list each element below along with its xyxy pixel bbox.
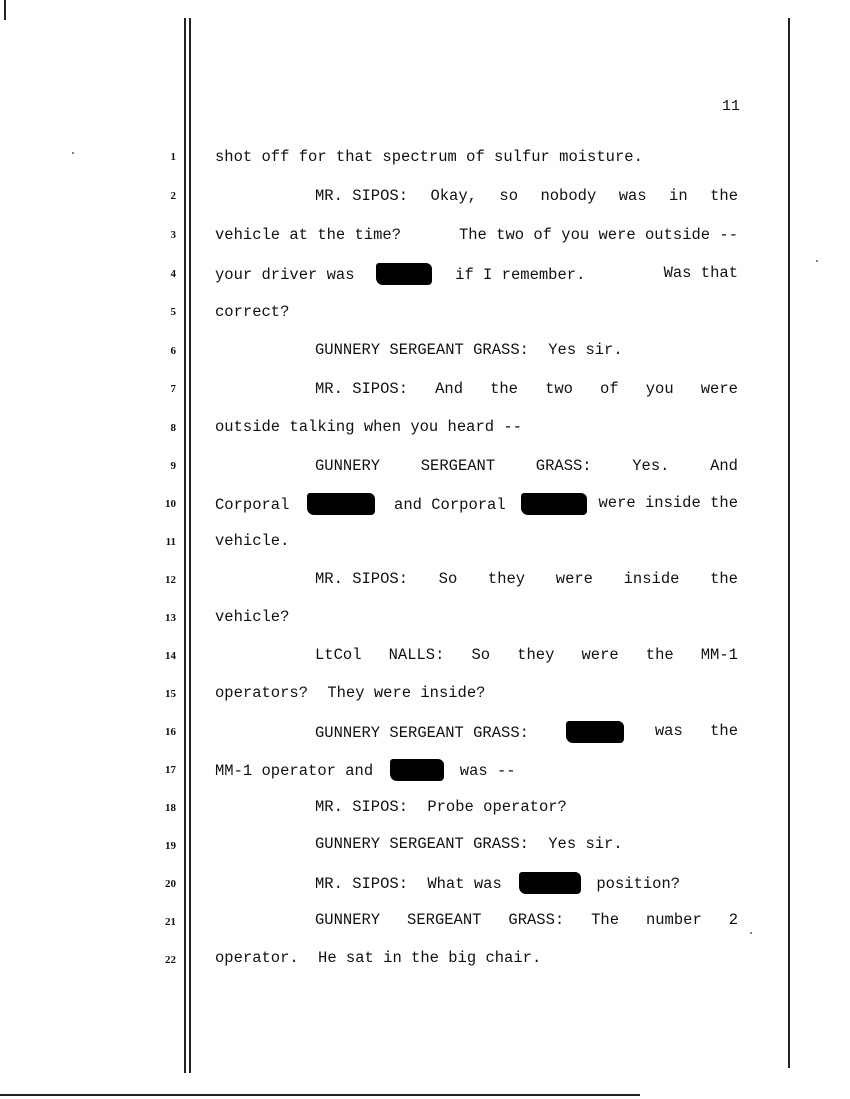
- line-text-segment: the: [710, 722, 738, 740]
- speaker-label: GUNNERY SERGEANT GRASS:: [315, 341, 529, 359]
- transcript-line: [215, 759, 738, 781]
- transcript-line: [215, 302, 738, 322]
- transcript-line: [215, 186, 738, 206]
- transcript-line: [215, 948, 738, 968]
- speaker-label: MR. SIPOS:: [315, 187, 409, 205]
- line-number: 19: [165, 840, 176, 852]
- line-text-segment: What was: [427, 875, 502, 893]
- line-text-segment: outside talking when you heard --: [215, 418, 522, 436]
- transcript-line: [215, 683, 738, 703]
- line-text-segment: inside: [623, 570, 680, 588]
- line-number: 3: [170, 229, 176, 241]
- line-text-segment: He sat in the big chair.: [318, 949, 542, 967]
- line-number: 14: [165, 650, 176, 662]
- speaker-label: GUNNERY: [315, 911, 381, 929]
- line-text-segment: vehicle.: [215, 532, 290, 550]
- line-number: 13: [165, 612, 176, 624]
- line-text-segment: 2: [728, 911, 738, 929]
- speaker-label: MR. SIPOS:: [315, 570, 409, 588]
- line-text-segment: So: [471, 646, 491, 664]
- line-text-segment: So: [438, 570, 458, 588]
- line-text-segment: And: [435, 380, 463, 398]
- transcript-line: [215, 607, 738, 627]
- line-text-segment: Probe operator?: [427, 798, 567, 816]
- redaction-mark: [307, 493, 375, 515]
- line-text-segment: operators?: [215, 684, 309, 702]
- line-number: 10: [165, 498, 176, 510]
- line-number: 4: [170, 268, 176, 280]
- line-text-segment: so: [499, 187, 519, 205]
- line-number: 18: [165, 802, 176, 814]
- line-number: 9: [170, 460, 176, 472]
- line-number: 2: [170, 190, 176, 202]
- transcript-line: [315, 569, 738, 589]
- line-text-segment: your driver was: [215, 266, 355, 284]
- transcript-line: [215, 263, 738, 285]
- line-text-segment: was --: [459, 762, 516, 780]
- line-text-segment: the: [645, 646, 674, 664]
- transcript-line: [315, 645, 738, 665]
- transcript-line: [215, 493, 738, 515]
- line-number: 8: [170, 422, 176, 434]
- line-text-segment: the: [710, 187, 738, 205]
- line-text-segment: correct?: [215, 303, 290, 321]
- speaker-label: SERGEANT: [407, 911, 482, 929]
- bottom-rule: [0, 1094, 640, 1096]
- line-text-segment: was: [618, 187, 647, 205]
- speaker-label: NALLS:: [388, 646, 445, 664]
- transcript-line: [315, 340, 738, 360]
- speaker-label: GRASS:: [508, 911, 565, 929]
- line-text-segment: Yes sir.: [548, 341, 623, 359]
- line-number: 6: [170, 345, 176, 357]
- line-text-segment: were: [555, 570, 593, 588]
- line-text-segment: you: [645, 380, 674, 398]
- transcript-line: [315, 797, 738, 817]
- speck: [72, 152, 74, 154]
- line-text-segment: position?: [596, 875, 681, 893]
- speaker-label: GRASS:: [535, 457, 592, 475]
- speck: [816, 260, 818, 262]
- speaker-label: GUNNERY: [315, 457, 381, 475]
- line-text-segment: Corporal: [215, 496, 290, 514]
- line-text-segment: and Corporal: [394, 496, 506, 514]
- line-text-segment: they: [517, 646, 555, 664]
- line-text-segment: Was that: [663, 264, 738, 282]
- line-number: 11: [165, 536, 176, 548]
- line-text-segment: shot off for that spectrum of sulfur moisture.: [215, 148, 643, 166]
- line-text-segment: of: [600, 380, 619, 398]
- line-text-segment: MM-1 operator and: [215, 762, 374, 780]
- speaker-label: GUNNERY SERGEANT GRASS:: [315, 835, 529, 853]
- line-text-segment: vehicle?: [215, 608, 290, 626]
- speaker-label: MR. SIPOS:: [315, 875, 409, 893]
- line-text-segment: were: [581, 646, 619, 664]
- speaker-label: SERGEANT: [420, 457, 496, 475]
- line-number: 5: [170, 306, 176, 318]
- line-text-segment: two: [545, 380, 573, 398]
- transcript-line: [315, 872, 738, 894]
- line-text-segment: They were inside?: [327, 684, 486, 702]
- line-text-segment: The two of you were outside --: [458, 226, 738, 244]
- line-text-segment: the: [710, 570, 738, 588]
- line-text-segment: was: [654, 722, 683, 740]
- transcript-line: [215, 531, 738, 551]
- speaker-label: GUNNERY SERGEANT GRASS:: [315, 724, 529, 742]
- line-number: 22: [165, 954, 176, 966]
- line-text-segment: were: [700, 380, 738, 398]
- line-text-segment: Yes sir.: [548, 835, 623, 853]
- line-text-tail: [655, 721, 738, 741]
- transcript-line: [315, 910, 738, 930]
- line-text-segment: the: [490, 380, 518, 398]
- line-number: 12: [165, 574, 176, 586]
- line-text-segment: if I remember.: [455, 266, 586, 284]
- line-number: 21: [165, 916, 176, 928]
- line-text-segment: And: [710, 457, 738, 475]
- speaker-label: MR. SIPOS:: [315, 798, 409, 816]
- line-text-segment: Okay,: [430, 187, 477, 205]
- line-number: 1: [170, 151, 176, 163]
- line-text-segment: Yes.: [632, 457, 670, 475]
- left-margin-rule: [4, 0, 6, 20]
- left-double-rule-outer: [184, 18, 186, 1073]
- transcript-line: [215, 417, 738, 437]
- line-text-segment: were inside the: [598, 494, 738, 512]
- transcript-line: [315, 834, 738, 854]
- redaction-mark: [376, 263, 432, 285]
- line-text-segment: The: [591, 911, 620, 929]
- line-text-segment: operator.: [215, 949, 299, 967]
- redaction-mark: [566, 721, 624, 743]
- speck: [750, 932, 752, 934]
- line-number: 20: [165, 878, 176, 890]
- redaction-mark: [521, 493, 587, 515]
- line-number: 7: [170, 383, 176, 395]
- page-number: 11: [721, 98, 740, 115]
- speaker-label: MR. SIPOS:: [315, 380, 409, 398]
- transcript-line: [315, 456, 738, 476]
- line-text-segment: MM-1: [700, 646, 738, 664]
- line-number: 16: [165, 726, 176, 738]
- transcript-line: [315, 379, 738, 399]
- speaker-label: LtCol: [315, 646, 362, 664]
- line-text-segment: number: [645, 911, 702, 929]
- line-text-segment: nobody: [540, 187, 597, 205]
- redaction-mark: [390, 759, 444, 781]
- line-text-segment: they: [487, 570, 526, 588]
- transcript-line: [215, 225, 738, 245]
- right-margin-rule: [788, 18, 790, 1068]
- transcript-line: [215, 147, 738, 167]
- transcript-line: [315, 721, 738, 743]
- left-double-rule-inner: [189, 18, 191, 1073]
- line-text-segment: vehicle at the time?: [215, 226, 402, 244]
- line-number: 17: [165, 764, 176, 776]
- line-number: 15: [165, 688, 176, 700]
- redaction-mark: [519, 872, 581, 894]
- line-text-segment: in: [669, 187, 688, 205]
